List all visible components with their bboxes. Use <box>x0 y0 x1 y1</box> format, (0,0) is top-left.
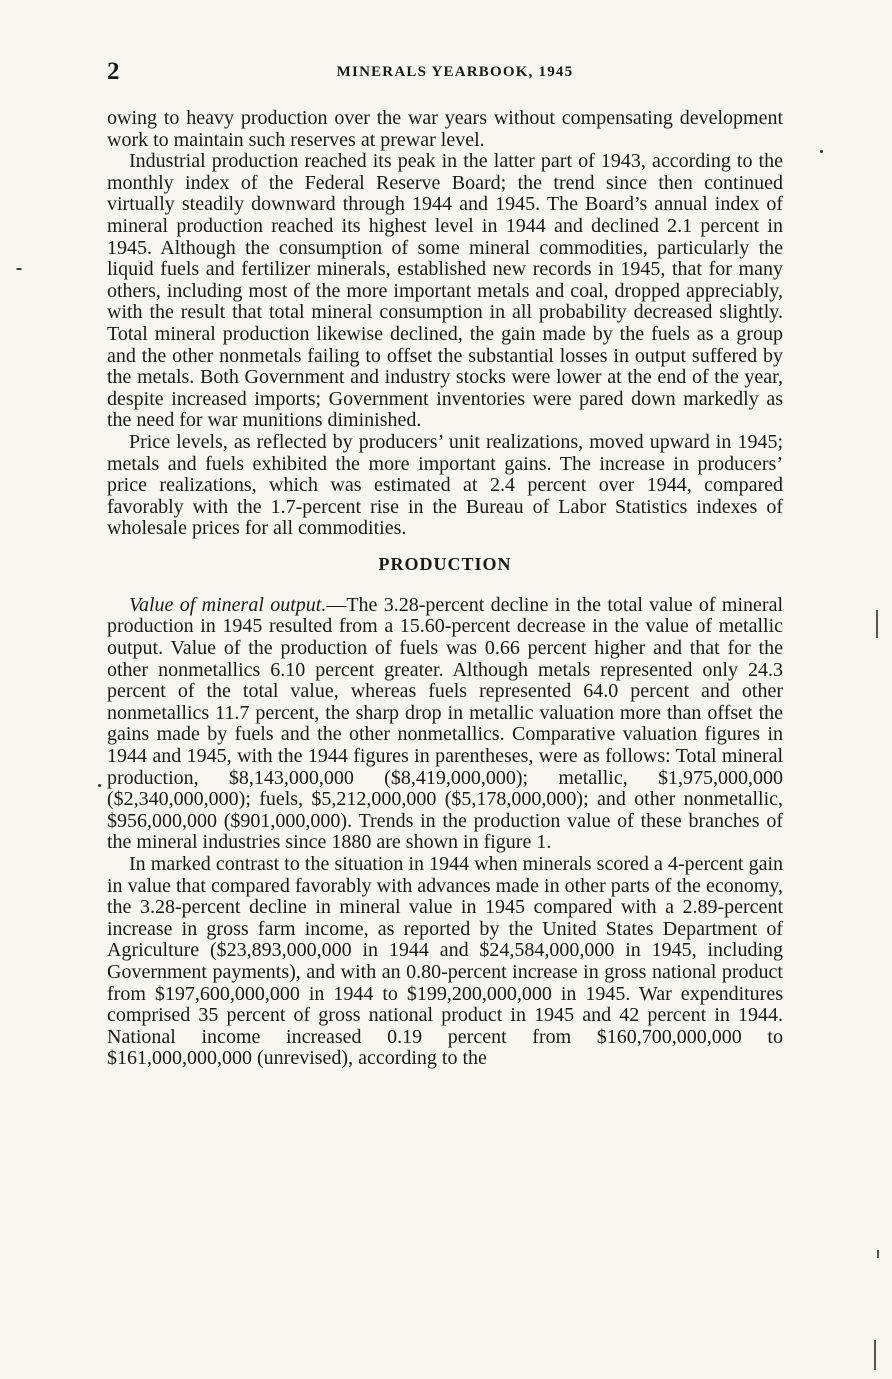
paragraph-lead-in: Value of mineral output. <box>129 593 327 616</box>
scan-speck <box>820 150 823 153</box>
document-page <box>107 58 783 1070</box>
scan-speck <box>16 268 22 270</box>
paragraph-value-text: —The 3.28-percent decline in the total value of mineral production in 1945 resulted from a 15.60-percent decrease in the value of metallic output. Value of the production of fuels was 0.66 percent higher and that for the other nonmetallics 6.10 percent greater. Although metals represented only 24.3 percent of the total value, whereas fuels represented 64.0 percent and other nonmetallics 11.7 percent, the sharp drop in metallic valuation more than offset the gains made by fuels and the other nonmetallics. Comparative valuation figures in 1944 and 1945, with the 1944 figures in parentheses, were as follows: Total mineral production, $8,143,000,000 ($8,419,000,000); metallic, $1,975,000,000 ($2,340,000,000); fuels, $5,212,000,000 ($5,178,000,000); and other nonmetallic, $956,000,000 ($901,000,000). Trends in the production value of these branches of the mineral industries since 1880 are shown in figure 1. <box>107 593 783 854</box>
scan-speck <box>98 784 101 787</box>
paragraph-value-of-output <box>107 595 783 854</box>
paragraph-industrial-production: Industrial production reached its peak in the latter part of 1943, according to the monthly index of the Federal Reserve Board; the trend since then continued virtually steadily downward through 1944 and 1945. The Board’s annual index of mineral production reached its highest level in 1944 and declined 2.1 percent in 1945. Although the consumption of some mineral commodities, particularly the liquid fuels and fertilizer minerals, established new records in 1945, that for many others, including most of the more important metals and coal, dropped appreciably, with the result that total mineral consumption in all probability decreased slightly. Total mineral production likewise declined, the gain made by the fuels as a group and the other nonmetals failing to offset the substantial losses in output suffered by the metals. Both Government and industry stocks were lower at the end of the year, despite increased imports; Government inventories were pared down markedly as the need for war munitions diminished. <box>107 150 783 432</box>
scan-edge-mark <box>877 1250 879 1258</box>
page-number: 2 <box>107 58 120 85</box>
body-text <box>107 108 783 1070</box>
running-title: MINERALS YEARBOOK, 1945 <box>336 64 574 80</box>
running-head <box>107 58 783 88</box>
paragraph-price-levels: Price levels, as reflected by producers’ unit realizations, moved upward in 1945; metals and fuels exhibited the more important gains. The increase in producers’ price realizations, which was estimated at 2.4 percent over 1944, compared favorably with the 1.7-percent rise in the Bureau of Labor Statistics indexes of wholesale prices for all commodities. <box>107 430 783 540</box>
scan-edge-mark <box>874 1340 876 1370</box>
section-heading: PRODUCTION <box>378 553 512 574</box>
paragraph-marked-contrast: In marked contrast to the situation in 1944 when minerals scored a 4-percent gain in value that compared favorably with advances made in other parts of the economy, the 3.28-percent decline in mineral value in 1945 compared with a 2.89-percent increase in gross farm income, as reported by the United States Department of Agriculture ($23,893,000,000 in 1944 and $24,584,000,000 in 1945, including Government payments), and with an 0.80-percent increase in gross national product from $197,600,000,000 in 1944 to $199,200,000,000 in 1945. War expenditures comprised 35 percent of gross national product in 1945 and 42 percent in 1944. National income increased 0.19 percent from $160,700,000,000 to $161,000,000,000 (unrevised), according to the <box>107 853 783 1070</box>
scan-edge-mark <box>876 610 878 638</box>
paragraph-continued: owing to heavy production over the war years without compensating development work to maintain such reserves at prewar level. <box>107 107 783 151</box>
